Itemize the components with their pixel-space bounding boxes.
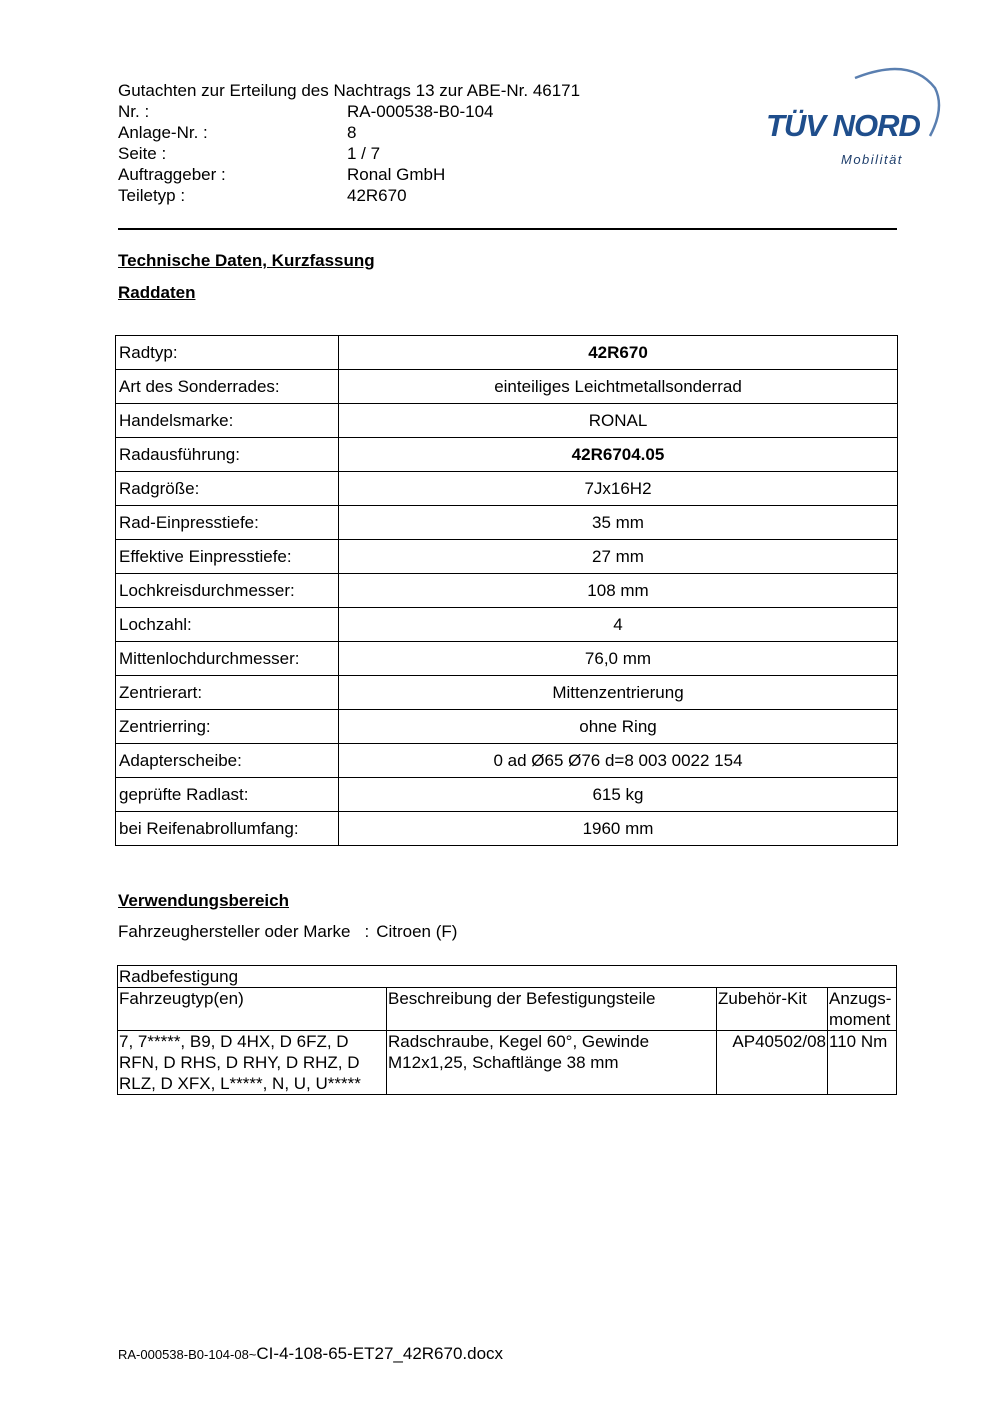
document-header [118,80,738,206]
raddaten-row [116,574,898,608]
raddaten-label: Zentrierart: [116,676,339,710]
raddaten-value: RONAL [339,404,898,438]
befestigung-title-row [118,966,897,988]
raddaten-row [116,642,898,676]
raddaten-value: 7Jx16H2 [339,472,898,506]
raddaten-label: Art des Sonderrades: [116,370,339,404]
raddaten-value: 27 mm [339,540,898,574]
logo-brand: TÜV NORD [766,108,920,143]
tuev-nord-logo [760,58,945,176]
header-value: 1 / 7 [347,144,381,163]
raddaten-value: 42R6704.05 [339,438,898,472]
raddaten-value: Mittenzentrierung [339,676,898,710]
raddaten-value: einteiliges Leichtmetallsonderrad [339,370,898,404]
header-divider [118,228,897,230]
raddaten-row [116,370,898,404]
raddaten-row [116,778,898,812]
col-header-beschreibung: Beschreibung der Befestigungsteile [387,988,717,1031]
raddaten-row [116,676,898,710]
raddaten-row [116,506,898,540]
raddaten-table [115,335,898,846]
raddaten-value: 76,0 mm [339,642,898,676]
cell-beschreibung: Radschraube, Kegel 60°, Gewinde M12x1,25, Schaftlänge 38 mm [387,1031,717,1095]
raddaten-label: Mittenlochdurchmesser: [116,642,339,676]
raddaten-row [116,812,898,846]
raddaten-row [116,710,898,744]
raddaten-label: Zentrierring: [116,710,339,744]
section-heading-raddaten: Raddaten [118,283,196,302]
header-row-auftraggeber [118,164,738,185]
fahrzeug-separator: : [364,922,370,941]
header-row-seite [118,143,738,164]
fahrzeughersteller-line [118,922,457,942]
logo-subtitle: Mobilität [841,152,903,167]
cell-kit: AP40502/08 [717,1031,828,1095]
befestigung-title: Radbefestigung [118,966,897,988]
header-row-teiletyp [118,185,738,206]
cell-typen: 7, 7*****, B9, D 4HX, D 6FZ, D RFN, D RHS, D RHY, D RHZ, D RLZ, D XFX, L*****, N, U, U***** [118,1031,387,1095]
raddaten-value: 108 mm [339,574,898,608]
raddaten-value: ohne Ring [339,710,898,744]
header-title: Gutachten zur Erteilung des Nachtrags 13 zur ABE-Nr. 46171 [118,81,581,100]
raddaten-label: Radgröße: [116,472,339,506]
col-header-kit: Zubehör-Kit [717,988,828,1031]
raddaten-label: Lochkreisdurchmesser: [116,574,339,608]
col-header-moment: Anzugs-moment [828,988,897,1031]
radbefestigung-table [117,965,897,1095]
raddaten-row [116,608,898,642]
raddaten-value: 615 kg [339,778,898,812]
fahrzeug-value: Citroen (F) [376,922,458,941]
header-value: RA-000538-B0-104 [347,102,494,121]
befestigung-row [118,1031,897,1095]
befestigung-header-row [118,988,897,1031]
raddaten-label: Rad-Einpresstiefe: [116,506,339,540]
header-key: Seite : [118,144,167,163]
raddaten-row [116,336,898,370]
raddaten-value: 4 [339,608,898,642]
raddaten-value: 0 ad Ø65 Ø76 d=8 003 0022 154 [339,744,898,778]
header-row-anlage [118,122,738,143]
raddaten-label: Handelsmarke: [116,404,339,438]
footer-file: CI-4-108-65-ET27_42R670.docx [256,1344,504,1363]
raddaten-row [116,744,898,778]
footer-filename [118,1344,503,1364]
raddaten-label: Lochzahl: [116,608,339,642]
header-key: Teiletyp : [118,186,186,205]
cell-moment: 110 Nm [828,1031,897,1095]
header-key: Anlage-Nr. : [118,123,208,142]
footer-prefix: RA-000538-B0-104-08~ [118,1347,257,1362]
raddaten-label: Radtyp: [116,336,339,370]
col-header-typen: Fahrzeugtyp(en) [118,988,387,1031]
raddaten-value: 1960 mm [339,812,898,846]
raddaten-value: 35 mm [339,506,898,540]
raddaten-row [116,472,898,506]
raddaten-row [116,404,898,438]
header-row-nr [118,101,738,122]
section-heading-verwendung: Verwendungsbereich [118,891,289,910]
section-heading-technical: Technische Daten, Kurzfassung [118,251,375,270]
raddaten-label: bei Reifenabrollumfang: [116,812,339,846]
fahrzeug-label: Fahrzeughersteller oder Marke [118,922,351,941]
raddaten-value: 42R670 [339,336,898,370]
raddaten-row [116,438,898,472]
raddaten-label: geprüfte Radlast: [116,778,339,812]
header-value: 42R670 [347,186,407,205]
header-key: Auftraggeber : [118,165,226,184]
raddaten-label: Adapterscheibe: [116,744,339,778]
raddaten-label: Effektive Einpresstiefe: [116,540,339,574]
raddaten-row [116,540,898,574]
raddaten-label: Radausführung: [116,438,339,472]
header-key: Nr. : [118,102,150,121]
header-value: Ronal GmbH [347,165,446,184]
header-value: 8 [347,123,357,142]
